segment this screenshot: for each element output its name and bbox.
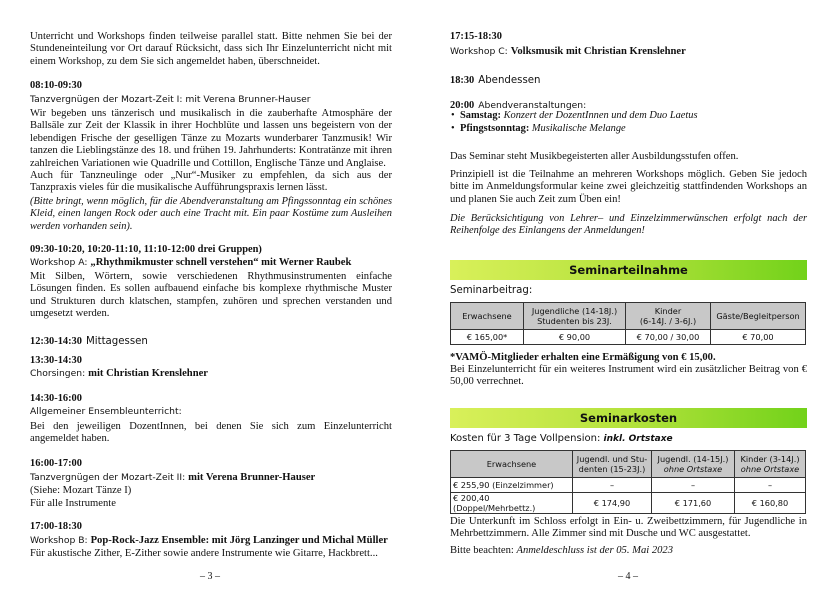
- table-header: Jugendliche (14-18J.) Studenten bis 23J.: [524, 303, 626, 330]
- table-cell: € 255,90 (Einzelzimmer): [451, 478, 573, 493]
- workshop-note: (Bitte bringt, wenn möglich, für die Abendveranstaltung am Pfingssonntag ein schönes Kleid, einen langen Rock oder auch eine Tracht mit. Ein paar Kostüme zum Ausleihen werden vorhanden sein).: [30, 196, 392, 232]
- fee-note: Bei Einzelunterricht für ein weiteres Instrument wird ein zusätzlicher Beitrag von € 50,00 verrechnet.: [450, 364, 807, 388]
- table-header: Erwachsene: [451, 303, 524, 330]
- page-number: – 3 –: [200, 571, 220, 582]
- table-cell: € 160,80: [735, 493, 806, 514]
- workshop-teacher: Volksmusik mit Christian Krenslehner: [510, 46, 686, 57]
- fee-note: *VAMÖ-Mitglieder erhalten eine Ermäßigung von € 15,00.: [450, 352, 716, 363]
- time-slot: 20:00: [450, 100, 475, 111]
- meal-label: Abendessen: [478, 75, 541, 86]
- table-header: Jugendl. (14-15J.) ohne Ortstaxe: [652, 451, 735, 478]
- table-cell: –: [735, 478, 806, 493]
- info-text: Prinzipiell ist die Teilnahme an mehreren Workshops möglich. Geben Sie jedoch bitte im Anmeldungsformular keine zwei gleichzeitig stattfindenden Workshops an und planen Sie auch Zeit zum Üben ein!: [450, 169, 807, 205]
- table-cell: –: [573, 478, 652, 493]
- table-row: [451, 493, 806, 514]
- cost-note: Die Unterkunft im Schloss erfolgt in Ein- u. Zweibettzimmern, für Jugendliche in Mehrbettzimmern. Alle Zimmer sind mit Dusche und WC ausgestattet.: [450, 516, 807, 540]
- table-cell: € 165,00*: [451, 330, 524, 345]
- time-slot: 14:30-16:00: [30, 393, 82, 404]
- workshop-title: [30, 257, 392, 269]
- deadline-date: Anmeldeschluss ist der 05. Mai 2023: [516, 545, 674, 556]
- time-slot: 13:30-14:30: [30, 355, 82, 366]
- workshop-description: Für alle Instrumente: [30, 498, 116, 509]
- table-header-row: [451, 303, 806, 330]
- fee-table: [450, 302, 806, 345]
- table-header-row: [451, 451, 806, 478]
- cost-table: [450, 450, 806, 514]
- table-cell: € 70,00 / 30,00: [626, 330, 711, 345]
- intro-text: Unterricht und Workshops finden teilweise parallel statt. Bitte nehmen Sie bei der Stundeneinteilung vor Ort darauf Rücksicht, dass sich Ihr Einzelunterricht nicht mit einem Workshop, zu dem Sie sich angemeldet haben, überschneidet.: [30, 31, 392, 67]
- deadline-note: [450, 545, 807, 557]
- workshop-title: [30, 472, 392, 484]
- table-cell: € 171,60: [652, 493, 735, 514]
- workshop-title: [30, 535, 392, 547]
- info-text: Die Berücksichtigung von Lehrer– und Einzelzimmerwünschen erfolgt nach der Reihenfolge des Einlangens der Anmeldungen!: [450, 213, 807, 237]
- table-header: Kinder (6-14J. / 3-6J.): [626, 303, 711, 330]
- time-slot: 17:00-18:30: [30, 521, 82, 532]
- workshop-title: [30, 368, 392, 380]
- workshop-teacher: mit Verena Brunner-Hauser: [188, 472, 316, 483]
- workshop-description: Auch für Tanzneulinge oder „Nur“-Musiker zu empfehlen, da sich aus der Tanzpraxis vieles für die musikalische Aufführungspraxis lernen lässt.: [30, 170, 392, 194]
- table-cell: € 200,40 (Doppel/Mehrbettz.): [451, 493, 573, 514]
- cost-label: [450, 433, 807, 445]
- cost-label-emphasis: inkl. Ortstaxe: [603, 434, 673, 444]
- event-name: Musikalische Melange: [531, 123, 626, 134]
- workshop-description: Wir begeben uns tänzerisch und musikalisch in die zauberhafte Atmosphäre der Ballsäle zur Zeit der Klassik in ihrer Hochblüte und lassen uns begeistern von der lebendigen Frische der geselligen Tänze zu Mozarts wunderbarer Tanzmusik! Wir tanzen die Lieblingstänze des 18. und frühen 19. Jahrhunderts: Kontratänze mit ihren zahlreichen Variationen wie Quadrille und Cottillon, Englische Tänze und Anglaise.: [30, 108, 392, 169]
- workshop-title: [450, 46, 807, 58]
- info-text: Das Seminar steht Musikbegeisterten aller Ausbildungsstufen offen.: [450, 151, 739, 162]
- table-cell: € 174,90: [573, 493, 652, 514]
- time-slot: 16:00-17:00: [30, 458, 82, 469]
- workshop-label: Workshop B:: [30, 535, 91, 546]
- table-cell: –: [652, 478, 735, 493]
- deadline-label: Bitte beachten:: [450, 545, 517, 556]
- cost-label-text: Kosten für 3 Tage Vollpension:: [450, 433, 604, 444]
- workshop-teacher: mit Verena Brunner-Hauser: [185, 94, 311, 105]
- workshop-description: Bei den jeweiligen DozentInnen, bei denen Sie sich zum Einzelunterricht angemeldet haben.: [30, 421, 392, 445]
- evening-events-label: Abendveranstaltungen:: [478, 100, 587, 111]
- table-row: [451, 330, 806, 345]
- workshop-label: Workshop C:: [450, 46, 511, 57]
- table-row: [451, 478, 806, 493]
- table-header: Erwachsene: [451, 451, 573, 478]
- workshop-teacher: Pop-Rock-Jazz Ensemble: mit Jörg Lanzinger und Michal Müller: [90, 535, 388, 546]
- workshop-label: Chorsingen:: [30, 368, 89, 379]
- time-slot: 17:15-18:30: [450, 31, 502, 42]
- table-cell: € 70,00: [711, 330, 806, 345]
- list-item: [460, 109, 807, 122]
- workshop-teacher: „Rhythmikmuster schnell verstehen“ mit Werner Raubek: [90, 257, 352, 268]
- table-header: Gäste/Begleitperson: [711, 303, 806, 330]
- left-page: [30, 0, 392, 595]
- event-day: Samstag:: [460, 110, 501, 121]
- time-slot: 12:30-14:30: [30, 336, 82, 347]
- evening-events-list: [450, 109, 807, 135]
- section-banner-participation: Seminarteilnahme: [450, 260, 807, 280]
- workshop-label: Workshop A:: [30, 257, 91, 268]
- time-slot: 09:30-10:20, 10:20-11:10, 11:10-12:00 drei Gruppen): [30, 244, 262, 255]
- meal-slot: [30, 331, 392, 349]
- workshop-description: (Siehe: Mozart Tänze I): [30, 485, 132, 496]
- event-name: Konzert der DozentInnen und dem Duo Laetus: [503, 110, 698, 121]
- section-banner-costs: Seminarkosten: [450, 408, 807, 428]
- meal-label: Mittagessen: [85, 336, 148, 347]
- workshop-teacher: mit Christian Krenslehner: [88, 368, 208, 379]
- table-header: Kinder (3-14J.) ohne Ortstaxe: [735, 451, 806, 478]
- event-day: Pfingstsonntag:: [460, 123, 530, 134]
- time-slot: 18:30: [450, 75, 475, 86]
- page-number: – 4 –: [618, 571, 638, 582]
- workshop-description: Für akustische Zither, E-Zither sowie andere Instrumente wie Gitarre, Hackbrett...: [30, 548, 378, 559]
- list-item: [460, 122, 807, 135]
- workshop-title: [30, 94, 392, 106]
- workshop-label: Tanzvergnügen der Mozart-Zeit I:: [30, 94, 186, 105]
- workshop-description: Mit Silben, Wörtern, sowie verschiedenen Rhythmusinstrumenten einfache Lösungen finden. Es sollen aufbauend einfache bis komplexe rhythmische Muster und Strukturen durch klatschen, stampfen, zuhören und sprechen verstanden und umgesetzt werden.: [30, 271, 392, 320]
- table-cell: € 90,00: [524, 330, 626, 345]
- right-page: [450, 0, 807, 595]
- workshop-title: Allgemeiner Ensembleunterricht:: [30, 406, 182, 417]
- time-slot: 08:10-09:30: [30, 80, 82, 91]
- fee-label: Seminarbeitrag:: [450, 285, 533, 296]
- workshop-label: Tanzvergnügen der Mozart-Zeit II:: [30, 472, 189, 483]
- meal-slot: [450, 70, 807, 88]
- table-header: Jugendl. und Stu- denten (15-23J.): [573, 451, 652, 478]
